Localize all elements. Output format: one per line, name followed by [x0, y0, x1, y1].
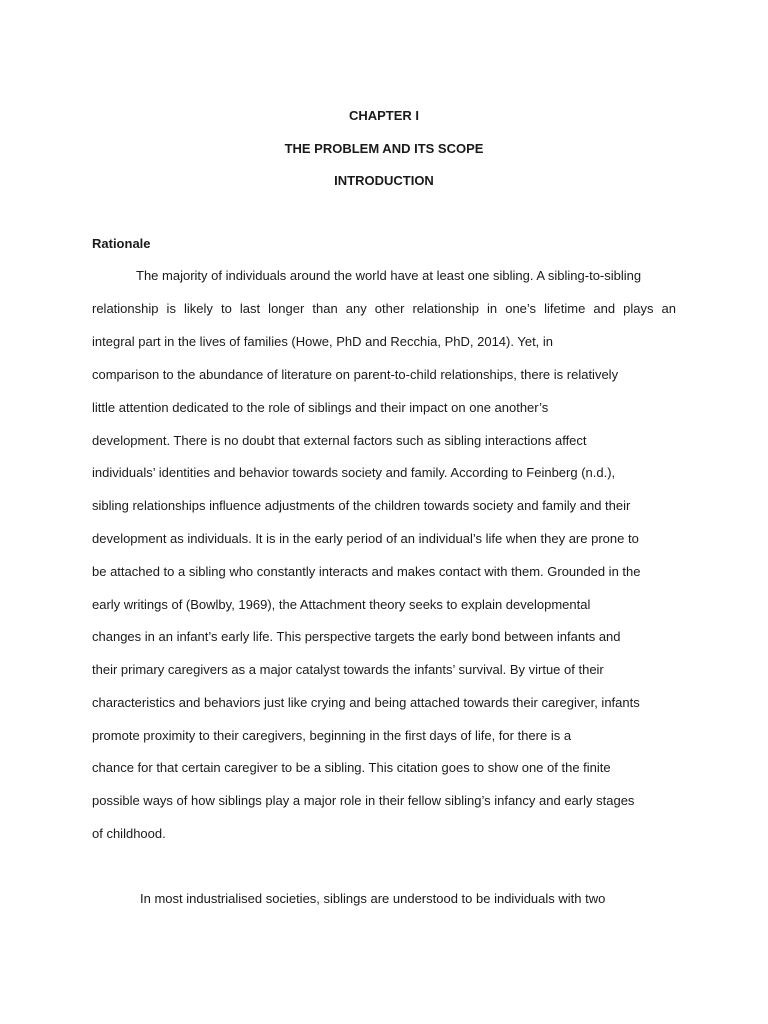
paragraph-line: changes in an infant’s early life. This perspective targets the early bond between infants and: [92, 629, 621, 644]
paragraph-line: development. There is no doubt that external factors such as sibling interactions affect: [92, 433, 587, 448]
chapter-number: CHAPTER I: [348, 108, 420, 123]
paragraph-line: comparison to the abundance of literature on parent-to-child relationships, there is relatively: [92, 367, 619, 382]
section-heading-rationale: Rationale: [92, 236, 151, 251]
paragraph-line: be attached to a sibling who constantly interacts and makes contact with them. Grounded in the: [92, 564, 641, 579]
paragraph-line: of childhood.: [92, 826, 166, 841]
paragraph-line: early writings of (Bowlby, 1969), the Attachment theory seeks to explain developmental: [92, 597, 591, 612]
paragraph-line: sibling relationships influence adjustments of the children towards society and family and their: [92, 498, 631, 513]
paragraph-line: individuals’ identities and behavior towards society and family. According to Feinberg (n.d.),: [92, 465, 616, 480]
paragraph-line: relationship is likely to last longer than any other relationship in one’s lifetime and plays an: [92, 301, 676, 316]
paragraph-line: their primary caregivers as a major catalyst towards the infants’ survival. By virtue of their: [92, 662, 604, 677]
paragraph-line: characteristics and behaviors just like crying and being attached towards their caregiver, infants: [92, 695, 640, 710]
paragraph-line: integral part in the lives of families (Howe, PhD and Recchia, PhD, 2014). Yet, in: [92, 334, 554, 349]
paragraph-line: possible ways of how siblings play a major role in their fellow sibling’s infancy and early stages: [92, 793, 635, 808]
chapter-title: THE PROBLEM AND ITS SCOPE: [284, 141, 484, 156]
paragraph-line: development as individuals. It is in the early period of an individual’s life when they are prone to: [92, 531, 639, 546]
introduction-heading: INTRODUCTION: [334, 173, 434, 188]
paragraph-line: The majority of individuals around the world have at least one sibling. A sibling-to-sibling: [136, 268, 642, 283]
paragraph-line: chance for that certain caregiver to be a sibling. This citation goes to show one of the finite: [92, 760, 611, 775]
paragraph-line: In most industrialised societies, siblings are understood to be individuals with two: [140, 891, 606, 906]
paragraph-line: promote proximity to their caregivers, beginning in the first days of life, for there is a: [92, 728, 572, 743]
paragraph-line: little attention dedicated to the role of siblings and their impact on one another’s: [92, 400, 549, 415]
